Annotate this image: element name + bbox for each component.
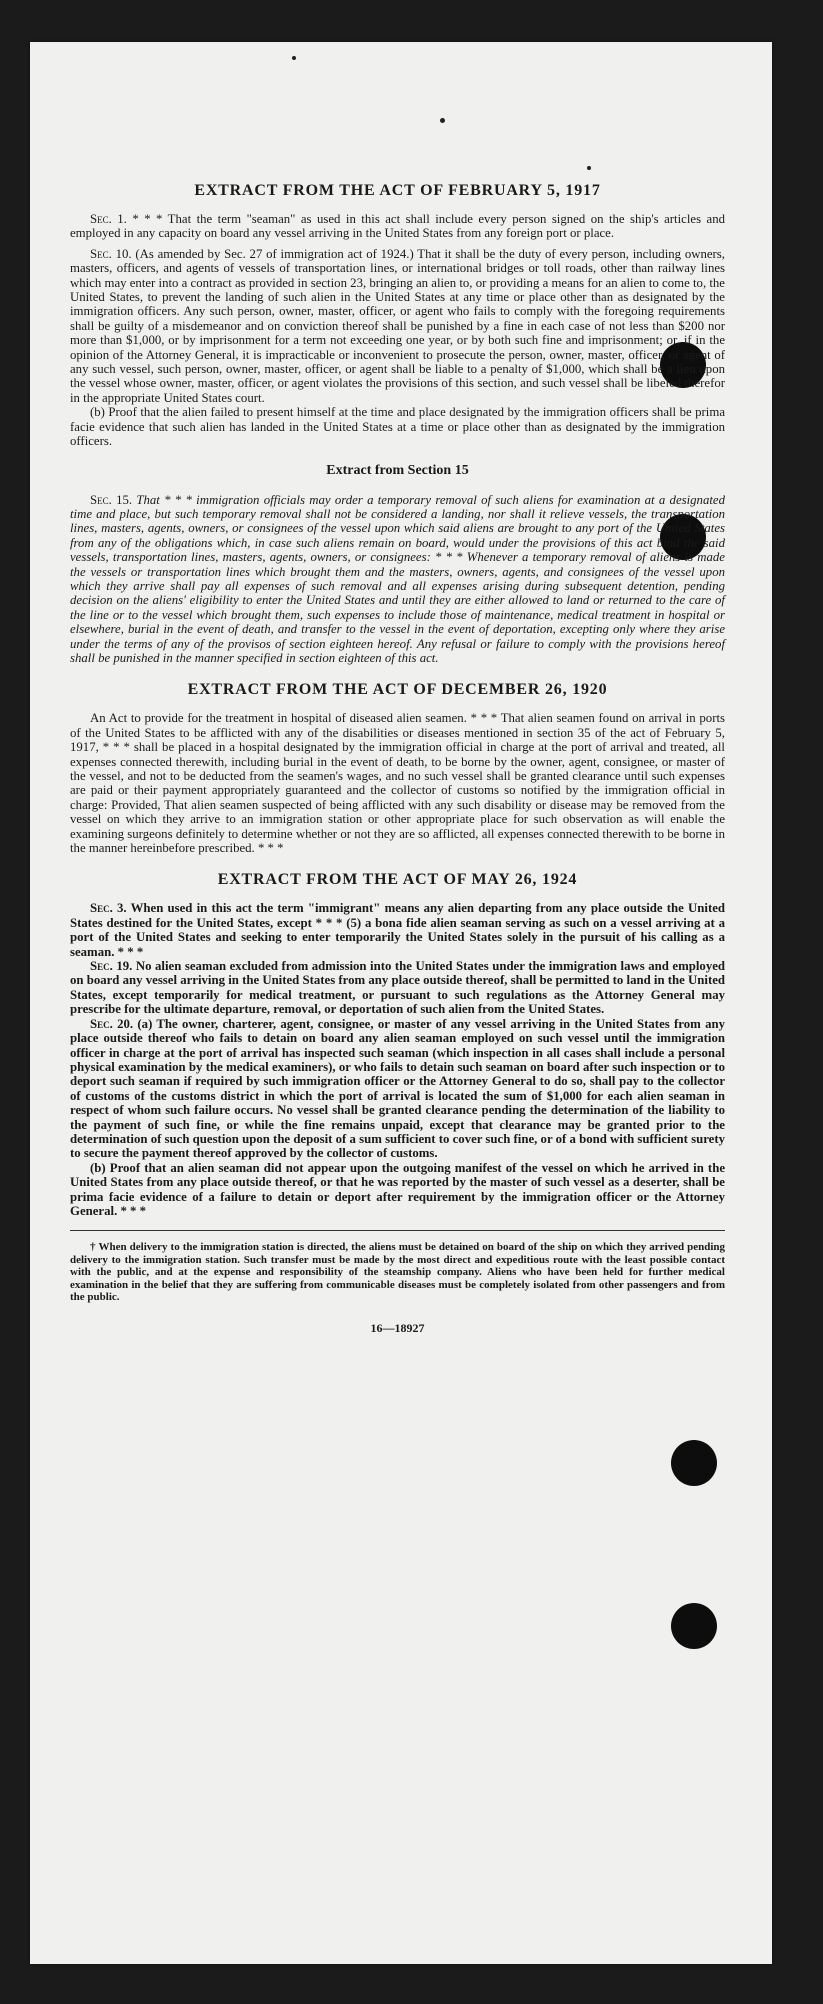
document-page [30, 42, 772, 1964]
sec-10b-paragraph: (b) Proof that the alien failed to present himself at the time and place designated by the immigration officers shall be prima facie evidence that such alien has landed in the United States at a time or place other than as designated by the immigration officers. [70, 405, 725, 449]
sec-20-paragraph [70, 1017, 725, 1161]
sec-10-paragraph [70, 247, 725, 405]
sec-20-text: (a) The owner, charterer, agent, consignee, or master of any vessel arriving in the United States from any place outside thereof who fails to detain on board any alien seaman employed on such vessel until the immigration officer in charge at the port of arrival has inspected such seaman (which inspection in all cases shall include a personal physical examination by the medical examiners), or who fails to detain such seaman on board after such inspection or to deport such seaman if required by such immigration officer or the Attorney General to do so, shall pay to the collector of customs of the customs district in which the port of arrival is located the sum of $1,000 for each alien seaman in respect of whom such failure occurs. No vessel shall be granted clearance pending the determination of the liability to the payment of such fine, or while the fine remains unpaid, except that clearance may be granted prior to the determination of such question upon the deposit of a sum sufficient to cover such fine, or of a bond with sufficient surety to secure the payment thereof approved by the collector of customs. [70, 1016, 725, 1161]
extract-1917-title: EXTRACT FROM THE ACT OF FEBRUARY 5, 1917 [194, 182, 601, 199]
sec-1-paragraph [70, 212, 725, 241]
sec-19-text: No alien seaman excluded from admission into the United States under the immigration laws and employed on board any vessel arriving in the United States from any place outside thereof, shall be permitted to land in the United States, except temporarily for medical treatment, or pursuant to such regulations as the Attorney General may prescribe for the ultimate departure, removal, or deportation of such alien from the United States. [70, 959, 726, 1017]
sec-15-label: Sec. 15. [90, 492, 133, 507]
sec-1-text: * * * That the term "seaman" as used in this act shall include every person signed on the ship's articles and employed in any capacity on board any vessel arriving in the United States from any foreign port or place. [70, 212, 725, 241]
footnote-text: † When delivery to the immigration station is directed, the aliens must be detained on board of the ship on which they arrived pending delivery to the immigration station. Such transfer must be made by the most direct and expeditious route with the least possible contact with the public, and at the expense and responsibility of the steamship company. Aliens who have been held for further medical examination in the belief that they are suffering from communicable diseases must be completely isolated from other passengers and from the public. [70, 1241, 725, 1303]
extract-sec15-title: Extract from Section 15 [326, 462, 469, 478]
sec-19-label: Sec. 19. [90, 959, 133, 974]
extract-1924-title: EXTRACT FROM THE ACT OF MAY 26, 1924 [217, 871, 578, 889]
punch-hole [671, 1440, 717, 1486]
extract-1920-title: EXTRACT FROM THE ACT OF DECEMBER 26, 1920 [187, 681, 608, 699]
sec-19-paragraph [70, 959, 725, 1017]
sec-3-paragraph [70, 901, 725, 959]
footnote [70, 1241, 725, 1303]
sec-15-text: That * * * immigration officials may order a temporary removal of such aliens for examination at a designated time and place, but such temporary removal shall not be considered a landing, nor shall it relieve vessels, the transportation lines, masters, agents, owners, or consignees of the vessel upon which said aliens are brought to any port of the United States from any of the obligations which, in case such aliens remain on board, would under the provisions of this act bind the said vessels, transportation lines, masters, agents, owners, or consignees: * * * Whenever a temporary removal of aliens is made the vessels or transportation lines which brought them and the masters, owners, agents, and consignees of the vessel upon which they arrive shall pay all expenses of such removal and all expenses arising during subsequent detention, pending decision on the aliens' eligibility to enter the United States and until they are either allowed to land or returned to the care of the line or to the vessel which brought them, such expenses to include those of maintenance, medical treatment in hospital or elsewhere, burial in the event of death, and transfer to the vessel in the event of deportation, excepting only where they arise under the terms of any of the provisos of section eighteen hereof. Any refusal or failure to comply with the provisions hereof shall be punished in the manner specified in section eighteen of this act. [70, 492, 725, 665]
sec-1-label: Sec. 1. [90, 212, 127, 226]
sec-10-text: (As amended by Sec. 27 of immigration act of 1924.) That it shall be the duty of every person, including owners, masters, officers, and agents of vessels of transportation lines, or international bridges or toll roads, other than railway lines which may enter into a contract as provided in section 23, bringing an alien to, or providing a means for an alien to come to, the United States, to prevent the landing of such alien in the United States at any time or place other than as designated by the immigration officers. Any such person, owner, master, officer, or agent who fails to comply with the foregoing requirements shall be guilty of a misdemeanor and on conviction thereof shall be punished by a fine in each case of not less than $200 nor more than $1,000, or by imprisonment for a term not exceeding one year, or by both such fine and imprisonment; or, if in the opinion of the Attorney General, it is impracticable or inconvenient to prosecute the person, owner, master, officer, or agent of any such vessel, such person, owner, master, officer, or agent shall be liable to a penalty of $1,000, which shall be a lien upon the vessel whose owner, master, officer, or agent violates the provisions of this section, and such vessel shall be libeled therefor in the appropriate United States court. [70, 246, 725, 405]
sec-15-block [70, 493, 725, 666]
sec-20b-paragraph: (b) Proof that an alien seaman did not appear upon the outgoing manifest of the vessel on which he arrived in the United States from any place outside thereof, or that he was reported by the master of such vessel as a deserter, shall be prima facie evidence of a failure to detain or deport after requirement by the immigration officer or the Attorney General. * * * [70, 1160, 725, 1218]
form-number: 16—18927 [370, 1321, 425, 1336]
sec-20-label: Sec. 20. [90, 1016, 134, 1031]
sec-3-text: When used in this act the term "immigrant" means any alien departing from any place outside the United States destined for the United States, except * * * (5) a bona fide alien seaman serving as such on a vessel arriving at a port of the United States and seeking to enter temporarily the United States solely in the pursuit of his calling as a seaman. * * * [70, 901, 726, 959]
scan-speck [292, 56, 296, 60]
scan-speck [440, 118, 445, 123]
document-content [70, 182, 725, 1336]
sec-3-label: Sec. 3. [90, 901, 127, 916]
punch-hole [671, 1603, 717, 1649]
act-1920-paragraph: An Act to provide for the treatment in hospital of diseased alien seamen. * * * That alien seamen found on arrival in ports of the United States to be afflicted with any of the disabilities or diseases mentioned in section 35 of the act of February 5, 1917, * * * shall be placed in a hospital designated by the immigration official in charge at the port of arrival and treated, all expenses connected therewith, including burial in the event of death, to be borne by the owner, agent, consignee, or master of the vessel, and not to be deducted from the seamen's wages, and no such vessel shall be granted clearance until such expenses are paid or their payment appropriately guaranteed and the collector of customs so notified by the immigration official in charge: Provided, That alien seamen suspected of being afflicted with any such disability or disease may be removed from the vessel on which they arrive to an immigration station or other appropriate place for such observation as will enable the examining surgeons definitely to determine whether or not they are so afflicted, all expenses connected therewith to be borne in the manner hereinbefore prescribed. * * * [70, 711, 725, 856]
sec-10-label: Sec. 10. [90, 246, 132, 261]
footnote-divider [70, 1230, 725, 1231]
scan-speck [587, 166, 591, 170]
sec-15-paragraph [70, 493, 725, 666]
